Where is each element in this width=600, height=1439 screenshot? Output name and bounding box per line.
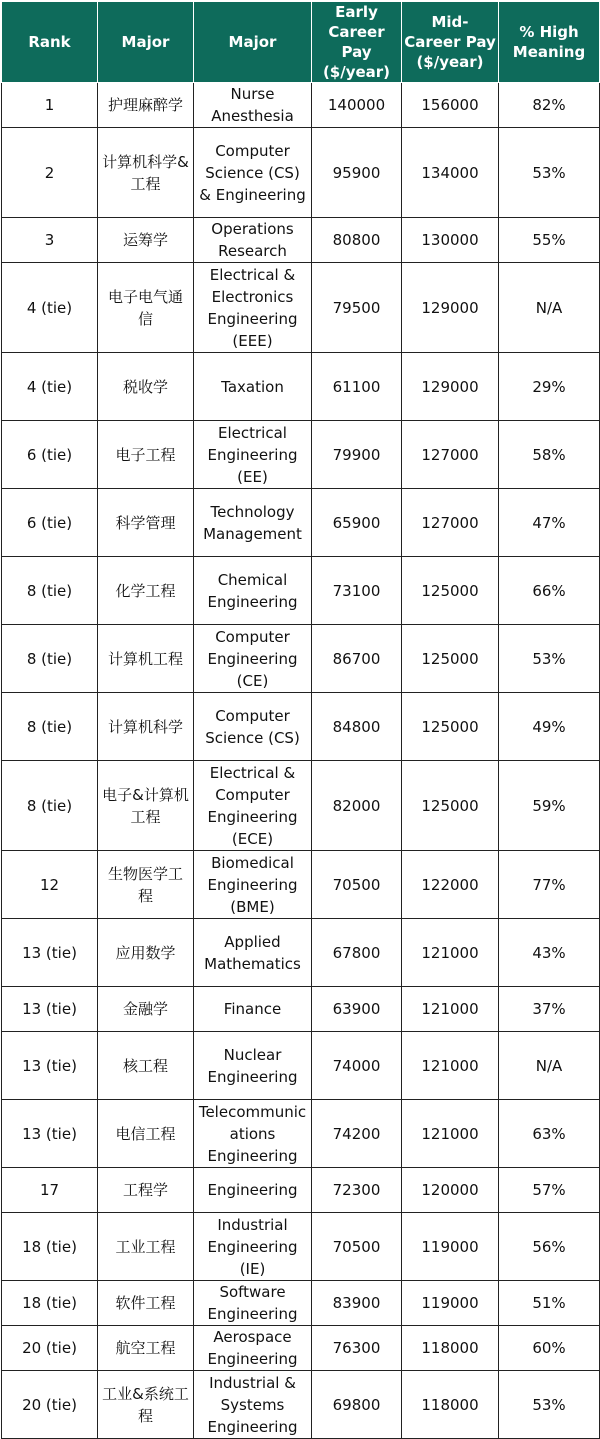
cell-high-meaning: N/A: [499, 263, 600, 353]
table-row: [2, 1100, 600, 1168]
table-row: [2, 625, 600, 693]
cell-major-en: Industrial Engineering (IE): [194, 1213, 312, 1281]
cell-major-en: Finance: [194, 987, 312, 1032]
cell-major-cn: 计算机工程: [98, 625, 194, 693]
table-row: [2, 1032, 600, 1100]
cell-early-pay: 67800: [312, 919, 402, 987]
cell-early-pay: 140000: [312, 83, 402, 128]
cell-mid-pay: 118000: [402, 1371, 499, 1439]
cell-mid-pay: 130000: [402, 218, 499, 263]
cell-rank: 13 (tie): [2, 919, 98, 987]
cell-rank: 4 (tie): [2, 263, 98, 353]
cell-major-cn: 科学管理: [98, 489, 194, 557]
cell-rank: 1: [2, 83, 98, 128]
cell-major-cn: 航空工程: [98, 1326, 194, 1371]
cell-major-cn: 工程学: [98, 1168, 194, 1213]
cell-rank: 17: [2, 1168, 98, 1213]
cell-high-meaning: 53%: [499, 128, 600, 218]
cell-major-cn: 金融学: [98, 987, 194, 1032]
cell-major-en: Computer Science (CS): [194, 693, 312, 761]
cell-early-pay: 65900: [312, 489, 402, 557]
table-row: [2, 919, 600, 987]
cell-rank: 13 (tie): [2, 987, 98, 1032]
cell-rank: 2: [2, 128, 98, 218]
cell-rank: 3: [2, 218, 98, 263]
table-row: [2, 421, 600, 489]
cell-major-cn: 工业&系统工程: [98, 1371, 194, 1439]
cell-major-en: Industrial & Systems Engineering: [194, 1371, 312, 1439]
cell-rank: 18 (tie): [2, 1281, 98, 1326]
cell-major-cn: 护理麻醉学: [98, 83, 194, 128]
table-row: [2, 693, 600, 761]
table-row: [2, 1213, 600, 1281]
cell-major-cn: 电子&计算机工程: [98, 761, 194, 851]
cell-rank: 13 (tie): [2, 1100, 98, 1168]
table-row: [2, 987, 600, 1032]
cell-mid-pay: 127000: [402, 421, 499, 489]
cell-major-en: Biomedical Engineering (BME): [194, 851, 312, 919]
header-early-pay: Early Career Pay ($/year): [312, 2, 402, 83]
cell-rank: 12: [2, 851, 98, 919]
cell-mid-pay: 156000: [402, 83, 499, 128]
cell-major-en: Operations Research: [194, 218, 312, 263]
cell-major-en: Aerospace Engineering: [194, 1326, 312, 1371]
cell-early-pay: 63900: [312, 987, 402, 1032]
table-row: [2, 851, 600, 919]
cell-major-en: Telecommunications Engineering: [194, 1100, 312, 1168]
cell-rank: 20 (tie): [2, 1326, 98, 1371]
cell-early-pay: 86700: [312, 625, 402, 693]
cell-major-cn: 核工程: [98, 1032, 194, 1100]
cell-early-pay: 95900: [312, 128, 402, 218]
cell-mid-pay: 125000: [402, 625, 499, 693]
table-row: [2, 1168, 600, 1213]
cell-major-cn: 软件工程: [98, 1281, 194, 1326]
cell-mid-pay: 125000: [402, 761, 499, 851]
cell-high-meaning: 37%: [499, 987, 600, 1032]
cell-major-cn: 生物医学工程: [98, 851, 194, 919]
cell-rank: 6 (tie): [2, 489, 98, 557]
cell-mid-pay: 121000: [402, 1100, 499, 1168]
cell-rank: 6 (tie): [2, 421, 98, 489]
cell-rank: 8 (tie): [2, 761, 98, 851]
cell-mid-pay: 121000: [402, 919, 499, 987]
cell-high-meaning: 58%: [499, 421, 600, 489]
cell-major-en: Chemical Engineering: [194, 557, 312, 625]
cell-early-pay: 76300: [312, 1326, 402, 1371]
cell-high-meaning: 82%: [499, 83, 600, 128]
cell-early-pay: 69800: [312, 1371, 402, 1439]
header-major-en: Major: [194, 2, 312, 83]
cell-early-pay: 83900: [312, 1281, 402, 1326]
cell-high-meaning: N/A: [499, 1032, 600, 1100]
cell-major-cn: 化学工程: [98, 557, 194, 625]
table-row: [2, 128, 600, 218]
table-row: [2, 1371, 600, 1439]
cell-early-pay: 73100: [312, 557, 402, 625]
cell-early-pay: 72300: [312, 1168, 402, 1213]
cell-major-en: Taxation: [194, 353, 312, 421]
cell-high-meaning: 57%: [499, 1168, 600, 1213]
table-row: [2, 218, 600, 263]
cell-mid-pay: 119000: [402, 1213, 499, 1281]
cell-early-pay: 74000: [312, 1032, 402, 1100]
cell-rank: 8 (tie): [2, 557, 98, 625]
table-row: [2, 353, 600, 421]
cell-rank: 8 (tie): [2, 625, 98, 693]
cell-mid-pay: 121000: [402, 1032, 499, 1100]
cell-mid-pay: 120000: [402, 1168, 499, 1213]
cell-major-cn: 计算机科学: [98, 693, 194, 761]
cell-early-pay: 70500: [312, 851, 402, 919]
header-high-meaning: % High Meaning: [499, 2, 600, 83]
table-header: [2, 2, 600, 83]
cell-major-en: Electrical & Electronics Engineering (EEE): [194, 263, 312, 353]
cell-major-en: Computer Science (CS) & Engineering: [194, 128, 312, 218]
table-row: [2, 489, 600, 557]
cell-high-meaning: 66%: [499, 557, 600, 625]
cell-major-en: Nuclear Engineering: [194, 1032, 312, 1100]
cell-early-pay: 79900: [312, 421, 402, 489]
cell-major-en: Applied Mathematics: [194, 919, 312, 987]
cell-mid-pay: 121000: [402, 987, 499, 1032]
cell-high-meaning: 59%: [499, 761, 600, 851]
cell-mid-pay: 134000: [402, 128, 499, 218]
cell-mid-pay: 127000: [402, 489, 499, 557]
cell-early-pay: 84800: [312, 693, 402, 761]
table-row: [2, 263, 600, 353]
cell-mid-pay: 118000: [402, 1326, 499, 1371]
table-row: [2, 83, 600, 128]
cell-major-cn: 税收学: [98, 353, 194, 421]
cell-early-pay: 70500: [312, 1213, 402, 1281]
header-major-cn: Major: [98, 2, 194, 83]
cell-early-pay: 74200: [312, 1100, 402, 1168]
cell-major-cn: 运筹学: [98, 218, 194, 263]
cell-high-meaning: 55%: [499, 218, 600, 263]
cell-high-meaning: 43%: [499, 919, 600, 987]
cell-early-pay: 80800: [312, 218, 402, 263]
cell-major-cn: 电子电气通信: [98, 263, 194, 353]
table-body: [2, 83, 600, 1439]
cell-high-meaning: 47%: [499, 489, 600, 557]
cell-high-meaning: 56%: [499, 1213, 600, 1281]
cell-rank: 20 (tie): [2, 1371, 98, 1439]
major-salary-table: [1, 1, 600, 1439]
table-row: [2, 1326, 600, 1371]
cell-major-en: Electrical & Computer Engineering (ECE): [194, 761, 312, 851]
cell-major-cn: 电信工程: [98, 1100, 194, 1168]
cell-high-meaning: 60%: [499, 1326, 600, 1371]
cell-high-meaning: 49%: [499, 693, 600, 761]
cell-high-meaning: 77%: [499, 851, 600, 919]
cell-rank: 8 (tie): [2, 693, 98, 761]
cell-high-meaning: 63%: [499, 1100, 600, 1168]
cell-major-en: Electrical Engineering (EE): [194, 421, 312, 489]
header-mid-pay: Mid-Career Pay ($/year): [402, 2, 499, 83]
cell-major-cn: 电子工程: [98, 421, 194, 489]
cell-major-en: Engineering: [194, 1168, 312, 1213]
cell-major-en: Nurse Anesthesia: [194, 83, 312, 128]
table-row: [2, 1281, 600, 1326]
table-row: [2, 761, 600, 851]
cell-major-en: Software Engineering: [194, 1281, 312, 1326]
cell-mid-pay: 125000: [402, 557, 499, 625]
cell-major-cn: 计算机科学&工程: [98, 128, 194, 218]
header-rank: Rank: [2, 2, 98, 83]
cell-rank: 18 (tie): [2, 1213, 98, 1281]
cell-early-pay: 82000: [312, 761, 402, 851]
cell-high-meaning: 51%: [499, 1281, 600, 1326]
cell-mid-pay: 119000: [402, 1281, 499, 1326]
cell-major-en: Technology Management: [194, 489, 312, 557]
cell-mid-pay: 122000: [402, 851, 499, 919]
cell-early-pay: 61100: [312, 353, 402, 421]
cell-mid-pay: 125000: [402, 693, 499, 761]
cell-high-meaning: 53%: [499, 625, 600, 693]
cell-early-pay: 79500: [312, 263, 402, 353]
cell-rank: 13 (tie): [2, 1032, 98, 1100]
cell-major-cn: 应用数学: [98, 919, 194, 987]
cell-high-meaning: 53%: [499, 1371, 600, 1439]
cell-mid-pay: 129000: [402, 263, 499, 353]
table-row: [2, 557, 600, 625]
cell-mid-pay: 129000: [402, 353, 499, 421]
cell-major-en: Computer Engineering (CE): [194, 625, 312, 693]
cell-high-meaning: 29%: [499, 353, 600, 421]
cell-rank: 4 (tie): [2, 353, 98, 421]
cell-major-cn: 工业工程: [98, 1213, 194, 1281]
